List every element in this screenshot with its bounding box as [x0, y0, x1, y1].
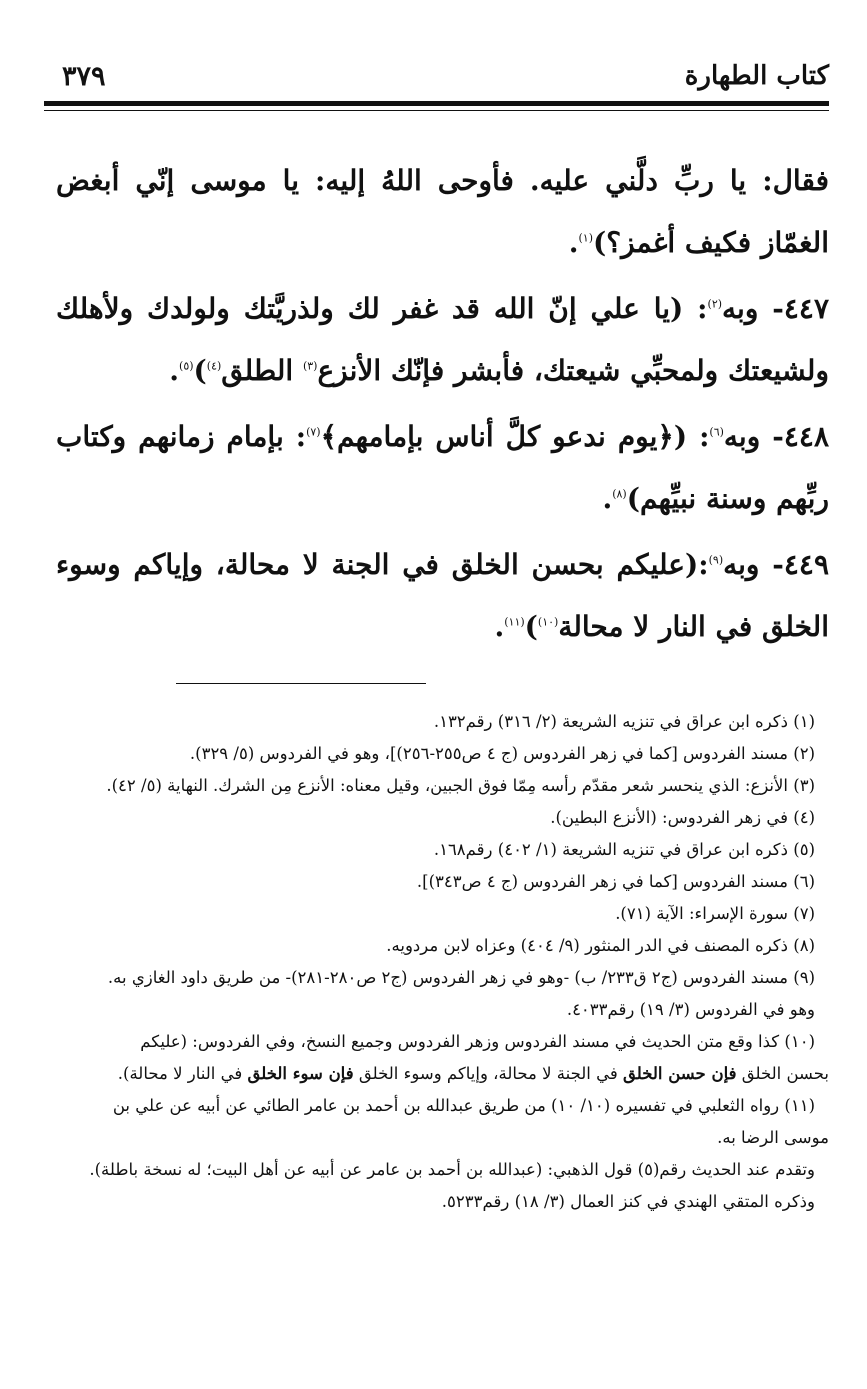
text-punct: .	[494, 610, 505, 643]
hadith-text: الطلق	[221, 354, 303, 387]
footnote-ref: (٧)	[306, 425, 321, 439]
footnote-ref: (٢)	[707, 297, 723, 311]
footnotes	[60, 706, 829, 1218]
hadith-number: ٤٤٧- وبه	[722, 292, 829, 325]
hadith-449	[56, 534, 829, 658]
footnote-8: (٨) ذكره المصنف في الدر المنثور (٩/ ٤٠٤) وعزاه لابن مردويه.	[386, 936, 815, 955]
hadith-text: : بإمام زمانهم وكتاب ربِّهم وسنة نبيِّهم)	[56, 420, 829, 515]
hadith-text: : (﴿يوم ندعو كلَّ أناس بإمامهم﴾	[320, 420, 710, 453]
footnote-ref: (٨)	[612, 487, 627, 501]
footnote-ref: (٩)	[708, 553, 724, 567]
footnote-11-note: وذكره المتقي الهندي في كنز العمال (٣/ ١٨) رقم٥٢٣٣.	[441, 1192, 815, 1211]
header-rule-thick	[44, 101, 829, 106]
footnote-separator	[176, 683, 426, 684]
main-text	[56, 150, 829, 662]
footnote-3: (٣) الأنزع: الذي ينحسر شعر مقدّم رأسه مِمّا فوق الجبين، وقيل معناه: الأنزع مِن الشرك. النهاية (٥/ ٤٢).	[106, 776, 815, 795]
paragraph-continuation	[56, 150, 829, 274]
hadith-text: )	[524, 610, 538, 643]
footnote-2: (٢) مسند الفردوس [كما في زهر الفردوس (ج ٤ ص٢٥٥-٢٥٦)]، وهو في الفردوس (٥/ ٣٢٩).	[189, 744, 815, 763]
text-punct: .	[602, 482, 613, 515]
chapter-title: كتاب الطهارة	[684, 61, 829, 91]
footnote-bold-text: فإن حسن الخلق	[623, 1064, 737, 1083]
hadith-448	[56, 406, 829, 530]
footnote-4: (٤) في زهر الفردوس: (الأنزع البطين).	[550, 808, 815, 827]
hadith-text: :(عليكم بحسن الخلق في الجنة لا محالة، وإياكم وسوء الخلق في النار لا محالة	[56, 548, 829, 643]
footnote-11-continuation: موسى الرضا به.	[717, 1128, 829, 1147]
footnote-text: في الجنة لا محالة، وإياكم وسوء الخلق	[353, 1064, 623, 1083]
footnote-ref: (١١)	[504, 615, 525, 629]
footnote-ref: (٤)	[206, 359, 222, 373]
header-rule-thin	[44, 110, 829, 111]
footnote-9-continuation: وهو في الفردوس (٣/ ١٩) رقم٤٠٣٣.	[566, 1000, 815, 1019]
footnote-ref: (٦)	[709, 425, 724, 439]
footnote-ref: (٥)	[179, 359, 194, 373]
hadith-number: ٤٤٨- وبه	[723, 420, 829, 453]
footnote-1: (١) ذكره ابن عراق في تنزيه الشريعة (٢/ ٣١٦) رقم١٣٢.	[433, 712, 815, 731]
footnote-text: بحسن الخلق	[736, 1064, 829, 1083]
footnote-10: (١٠) كذا وقع متن الحديث في مسند الفردوس وزهر الفردوس وجميع النسخ، وفي الفردوس: (عليكم	[140, 1032, 815, 1051]
hadith-number: ٤٤٩- وبه	[723, 548, 829, 581]
footnote-10-continuation	[60, 1058, 829, 1090]
text-line: فقال: يا ربِّ دلَّني عليه. فأوحى اللهُ إليه: يا موسى إنّي أبغض الغمّاز	[56, 164, 829, 259]
footnote-5: (٥) ذكره ابن عراق في تنزيه الشريعة (١/ ٤٠٢) رقم١٦٨.	[433, 840, 815, 859]
footnote-6: (٦) مسند الفردوس [كما في زهر الفردوس (ج ٤ ص٣٤٣)].	[416, 872, 815, 891]
footnote-7: (٧) سورة الإسراء: الآية (٧١).	[615, 904, 815, 923]
footnote-11: (١١) رواه الثعلبي في تفسيره (١٠/ ١٠) من طريق عبدالله بن أحمد بن عامر الطائي عن أبيه عن علي بن	[112, 1096, 815, 1115]
footnote-ref: (١)	[578, 231, 593, 245]
text-line: فكيف أغمز؟)	[592, 226, 752, 259]
page-number: ٣٧٩	[62, 60, 106, 92]
hadith-447	[56, 278, 829, 402]
footnote-ref: (١٠)	[537, 615, 559, 629]
footnote-ref: (٣)	[302, 359, 318, 373]
text-punct: .	[568, 226, 579, 259]
footnote-11-note: وتقدم عند الحديث رقم(٥) قول الذهبي: (عبدالله بن أحمد بن عامر عن أبيه عن أهل البيت؛ له نسخة باطلة).	[89, 1160, 815, 1179]
footnote-bold-text: فإن سوء الخلق	[247, 1064, 354, 1083]
footnote-text: في النار لا محالة).	[117, 1064, 248, 1083]
text-punct: .	[169, 354, 180, 387]
hadith-text: )	[193, 354, 207, 387]
hadith-text: : (يا علي إنّ الله قد غفر لك ولذريَّتك ولولدك ولأهلك ولشيعتك ولمحبِّي شيعتك، فأبشر فإنّك الأنزع	[56, 292, 829, 387]
footnote-9: (٩) مسند الفردوس (ج٢ ق٢٣٣/ ب) -وهو في زهر الفردوس (ج٢ ص٢٨٠-٢٨١)- من طريق داود الغازي به.	[107, 968, 815, 987]
running-header	[62, 52, 829, 100]
